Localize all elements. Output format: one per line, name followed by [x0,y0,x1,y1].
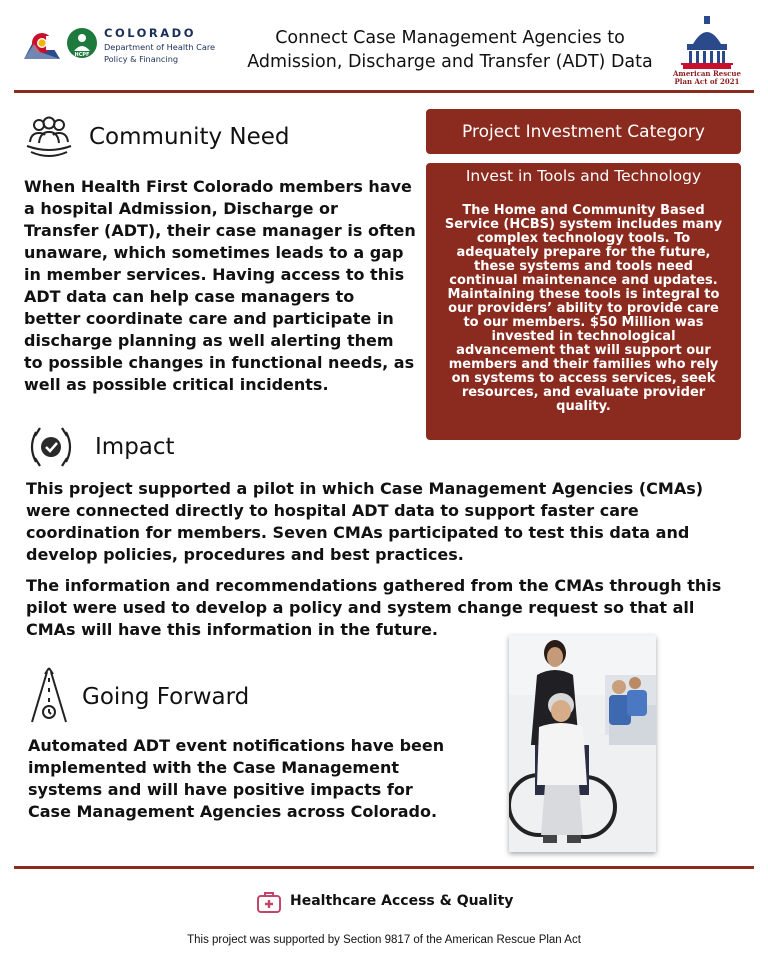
first-aid-kit-icon [256,890,282,914]
arp-line-1: American Rescue [673,69,741,78]
impact-paragraph-2: The information and recommendations gathered from the CMAs through this pilot were used to develop a policy and system change request so that all CMAs will have this information in the future. [26,576,722,639]
funding-footnote: This project was supported by Section 9817 of the American Rescue Plan Act [187,934,581,946]
top-divider [14,90,754,93]
going-forward-body: Automated ADT event notifications have been implemented with the Case Management systems and will have positive impacts for Case Management Agencies across Colorado. [28,736,445,821]
svg-text:HCPF: HCPF [74,52,90,58]
title-line-1: Connect Case Management Agencies to [275,28,625,48]
impact-paragraph-1: This project supported a pilot in which Case Management Agencies (CMAs) were connected directly to hospital ADT data to support faster care coordination for members. Seven CMAs participated to test this data and develop policies, procedures and best practices. [26,479,704,564]
investment-category-badge [426,109,741,154]
department-line-1: Department of Health Care [104,42,216,52]
investment-category-label: Project Investment Category [462,121,705,142]
state-name: COLORADO [104,26,196,40]
community-need-body: When Health First Colorado members have a hospital Admission, Discharge or Transfer (ADT), their case manager is often unaware, which sometimes leads to a gap in member services. Having access to this ADT data can help case managers to better coordinate care and participate in discharge planning as well alerting them to possible changes in functional needs, as well as possible critical incidents. [24,177,416,394]
hcpf-logo [66,27,98,59]
arp-logo-text [666,70,748,86]
investment-panel [426,163,741,440]
caregiver-wheelchair-photo [509,635,656,852]
road-forward-icon [28,666,70,726]
arp-line-2: Plan Act of 2021 [674,77,740,86]
colorado-logo [22,26,62,60]
check-badge-icon [26,424,76,470]
investment-title: Invest in Tools and Technology [465,167,702,185]
bottom-divider [14,866,754,869]
community-need-heading: Community Need [89,124,290,150]
agency-name [104,26,215,64]
category-label: Healthcare Access & Quality [290,893,514,909]
page-title [222,26,678,74]
title-line-2: Admission, Discharge and Transfer (ADT) Data [247,52,653,72]
department-line-2: Policy & Financing [104,54,179,64]
going-forward-heading: Going Forward [82,684,250,710]
impact-heading: Impact [95,434,175,460]
investment-body: The Home and Community Based Service (HCBS) system includes many complex technology tools. To adequately prepare for the future, these systems and tools need continual maintenance and updates. Maintaining these tools is integral to our providers’ ability to provide care to our members. $50 Million was invested in technological advancement that will support our members and their families who rely on systems to access services, seek resources, and evaluate provider quality. [444,203,723,414]
people-group-icon [24,112,74,160]
